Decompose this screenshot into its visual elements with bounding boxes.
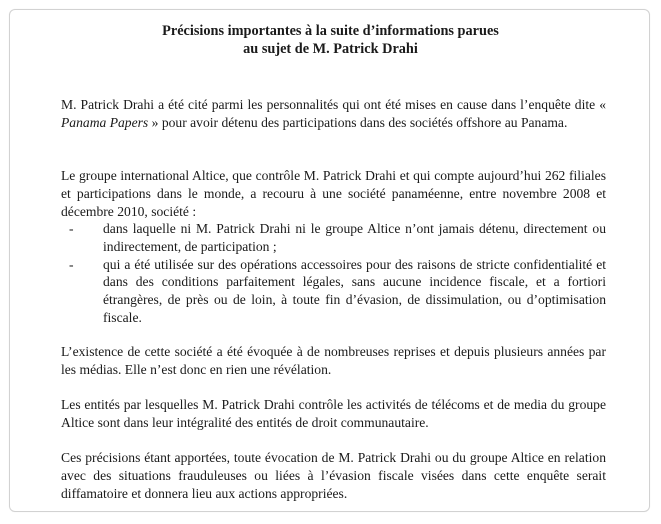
bullet-text-1: dans laquelle ni M. Patrick Drahi ni le groupe Altice n’ont jamais détenu, directement ou indirectement, de participation ; [103,221,606,254]
bullet-dash: - [69,221,74,236]
paragraph-intro-before: M. Patrick Drahi a été cité parmi les personnalités qui ont été mises en cause dans l’enquête dite « [61,97,606,112]
document-title [0,22,661,58]
paragraph-existence: L’existence de cette société a été évoquée à de nombreuses reprises et depuis plusieurs années par les médias. Elle n’est donc en rien une révélation. [61,344,606,377]
bullet-item [61,220,606,256]
paragraph-intro-after: » pour avoir détenu des participations dans des sociétés offshore au Panama. [148,114,568,130]
paragraph-entities: Les entités par lesquelles M. Patrick Drahi contrôle les activités de télécoms et de media du groupe Altice sont dans leur intégralité des entités de droit communautaire. [61,397,606,430]
bullet-list [61,220,606,327]
paragraph-conclusion: Ces précisions étant apportées, toute évocation de M. Patrick Drahi ou du groupe Altice en relation avec des situations frauduleuses ou liées à l’évasion fiscale visées dans cette enquête serait diffamatoire et donnera lieu aux actions appropriées. [61,450,606,501]
bullet-item [61,256,606,327]
title-line-1: Précisions importantes à la suite d’informations parues [162,23,499,39]
paragraph-intro [61,96,606,132]
bullet-dash: - [69,256,74,272]
title-line-2: au sujet de M. Patrick Drahi [243,41,418,57]
paragraph-altice: Le groupe international Altice, que contrôle M. Patrick Drahi et qui compte aujourd’hui 262 filiales et participations dans le monde, a recouru à une société panaméenne, entre novembre 2008 et décembre 2010, société : [61,168,606,219]
bullet-text-2: qui a été utilisée sur des opérations accessoires pour des raisons de stricte confidentialité et dans des conditions parfaitement légales, sans aucune incidence fiscale, et a fortiori étrangères, de près ou de loin, à toute fin d’évasion, de dissimulation, ou d’optimisation fiscale. [103,256,606,325]
panama-papers-italic: Panama Papers [61,114,149,130]
